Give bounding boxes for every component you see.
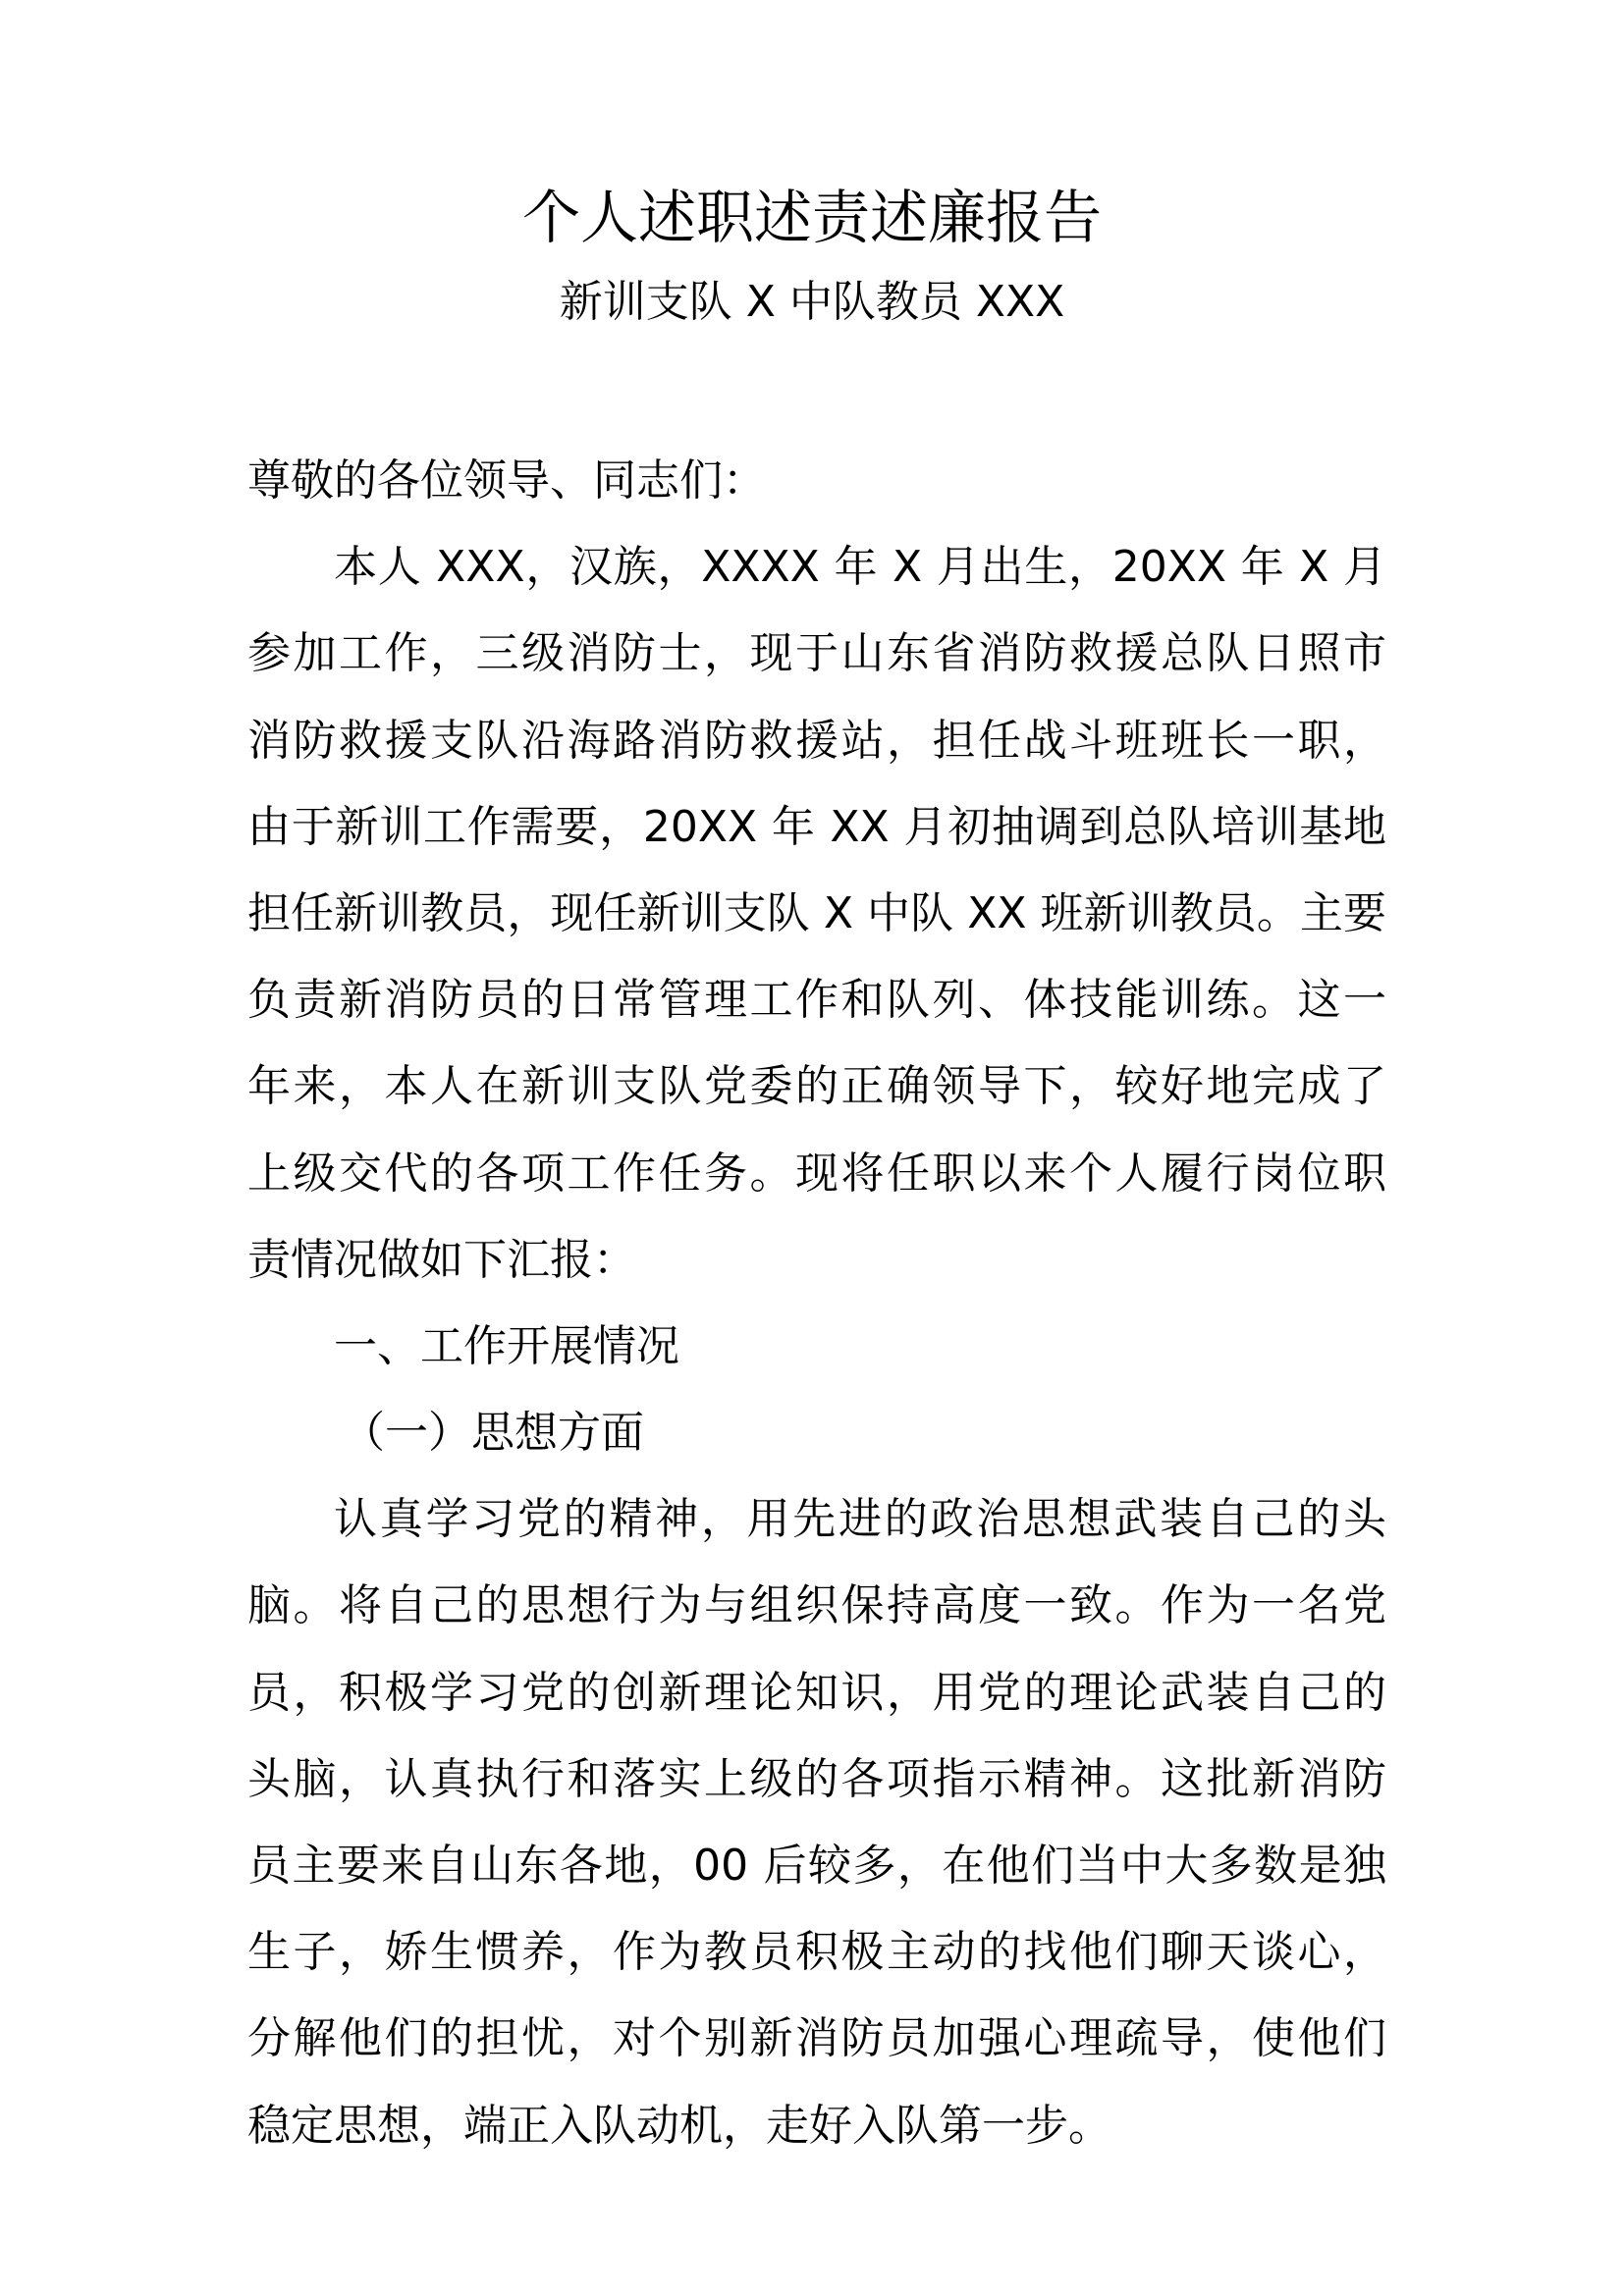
paragraph-line: 本人 XXX，汉族，XXXX 年 X 月出生，20XX 年 X 月 <box>334 542 1386 593</box>
document-title: 个人述职述责述廉报告 <box>521 184 1102 251</box>
paragraph-line: 上级交代的各项工作任务。现将任职以来个人履行岗位职 <box>247 1148 1386 1199</box>
paragraph-line: 消防救援支队沿海路消防救援站，担任战斗班班长一职， <box>247 715 1386 766</box>
paragraph-line: 生子，娇生惯养，作为教员积极主动的找他们聊天谈心， <box>247 1927 1386 1978</box>
paragraph-line: 负责新消防员的日常管理工作和队列、体技能训练。这一 <box>247 975 1386 1026</box>
paragraph-line: 担任新训教员，现任新训支队 X 中队 XX 班新训教员。主要 <box>247 887 1386 938</box>
paragraph-line: 头脑，认真执行和落实上级的各项指示精神。这批新消防 <box>247 1753 1386 1804</box>
paragraph-line: 员主要来自山东各地，00 后较多，在他们当中大多数是独 <box>247 1841 1386 1891</box>
paragraph-line: 稳定思想，端正入队动机，走好入队第一步。 <box>247 2100 1111 2151</box>
paragraph-line: 由于新训工作需要，20XX 年 XX 月初抽调到总队培训基地 <box>247 801 1386 852</box>
paragraph-line: 员，积极学习党的创新理论知识，用党的理论武装自己的 <box>247 1667 1386 1718</box>
paragraph-line: 责情况做如下汇报： <box>247 1234 636 1285</box>
document-subtitle: 新训支队 X 中队教员 XXX <box>559 277 1065 327</box>
salutation: 尊敬的各位领导、同志们： <box>247 455 766 506</box>
paragraph-line: 脑。将自己的思想行为与组织保持高度一致。作为一名党 <box>247 1580 1386 1631</box>
subsection-heading: （一）思想方面 <box>342 1408 644 1459</box>
paragraph-line: 参加工作，三级消防士，现于山东省消防救援总队日照市 <box>247 628 1386 679</box>
paragraph-line: 认真学习党的精神，用先进的政治思想武装自己的头 <box>334 1494 1386 1545</box>
section-heading: 一、工作开展情况 <box>334 1320 679 1371</box>
document-body <box>247 438 1386 2169</box>
paragraph-line: 年来，本人在新训支队党委的正确领导下，较好地完成了 <box>247 1061 1386 1112</box>
paragraph-line: 分解他们的担忧，对个别新消防员加强心理疏导，使他们 <box>247 2013 1386 2064</box>
